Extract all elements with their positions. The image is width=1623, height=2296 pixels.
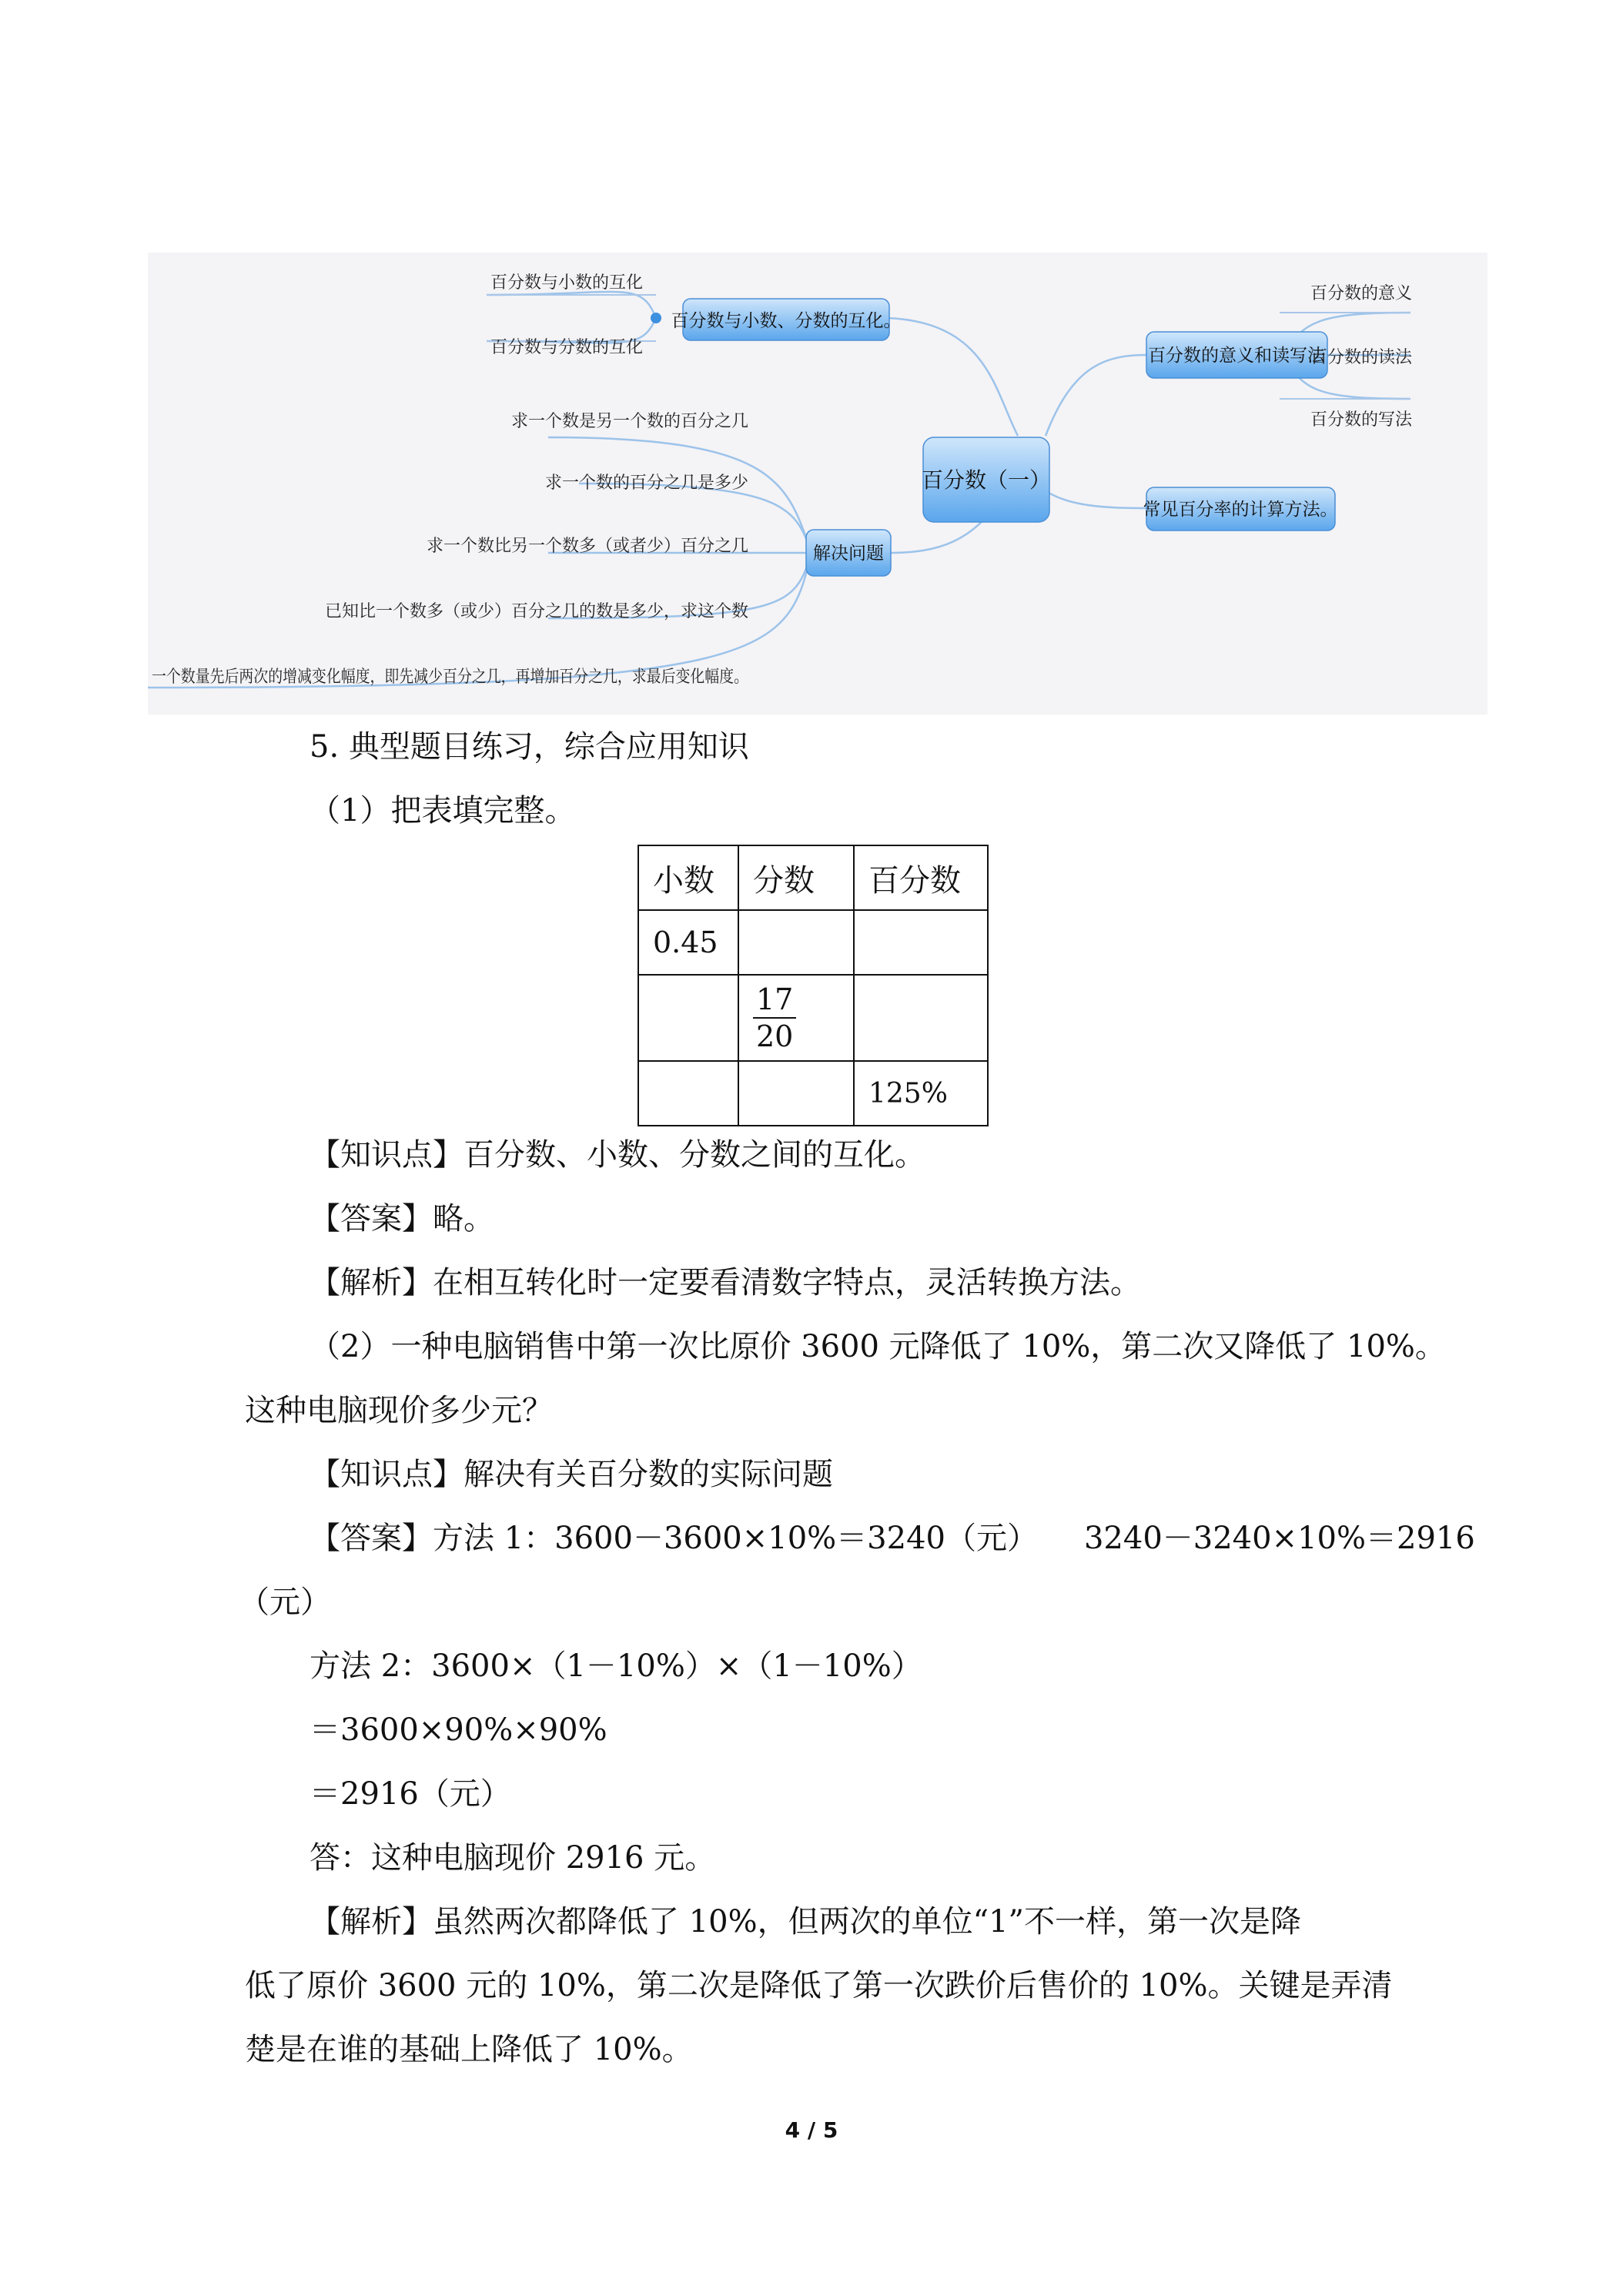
fraction-numerator: 17 xyxy=(753,982,796,1019)
fraction-denominator: 20 xyxy=(756,1019,794,1053)
table-cell xyxy=(738,910,854,975)
q1-answer: 【答案】略。 xyxy=(310,1201,494,1237)
node-root xyxy=(922,437,1051,522)
svg-text:百分数的意义和读写法: 百分数的意义和读写法 xyxy=(1148,346,1325,366)
table-cell xyxy=(638,975,738,1061)
svg-text:百分数（一）: 百分数（一） xyxy=(921,467,1052,493)
q2-prompt-line2: 这种电脑现价多少元？ xyxy=(245,1393,553,1428)
node-calc xyxy=(1143,487,1338,530)
practice-table xyxy=(637,845,989,1126)
table-header: 百分数 xyxy=(854,845,988,910)
q2-method2-line2: ＝3600×90%×90% xyxy=(310,1712,607,1748)
mind-map xyxy=(148,253,1487,715)
node-meaning xyxy=(1146,332,1327,378)
q1-analysis: 【解析】在相互转化时一定要看清数字特点，灵活转换方法。 xyxy=(310,1265,1141,1300)
q2-analysis-line3: 楚是在谁的基础上降低了 10%。 xyxy=(245,2032,693,2067)
q2-analysis-line2: 低了原价 3600 元的 10%，第二次是降低了第一次跌价后售价的 10%。关键是弄清 xyxy=(245,1968,1393,2003)
leaf-meaning: 百分数的意义 xyxy=(1310,284,1413,303)
table-cell: 125% xyxy=(854,1061,988,1126)
svg-text:百分数与小数、分数的互化。: 百分数与小数、分数的互化。 xyxy=(671,311,902,331)
leaf-solve-5: 一个数量先后两次的增减变化幅度，即先减少百分之几，再增加百分之几，求最后变化幅度。 xyxy=(152,668,748,687)
q1-prompt: （1）把表填完整。 xyxy=(310,793,576,828)
leaf-reading: 百分数的读法 xyxy=(1310,348,1413,367)
q2-method2-line1: 方法 2：3600×（1－10%）×（1－10%） xyxy=(310,1648,922,1684)
page-number: 4 / 5 xyxy=(785,2117,838,2143)
svg-text:解决问题: 解决问题 xyxy=(813,544,884,564)
node-solve xyxy=(806,530,891,576)
connector xyxy=(487,292,656,318)
q2-method2-line3: ＝2916（元） xyxy=(310,1776,511,1812)
section-title: 5. 典型题目练习，综合应用知识 xyxy=(310,729,749,765)
node-conversion xyxy=(671,299,902,340)
table-cell: 0.45 xyxy=(638,910,738,975)
leaf-conversion-decimal: 百分数与小数的互化 xyxy=(490,273,644,293)
q2-analysis-line1: 【解析】虽然两次都降低了 10%，但两次的单位“1”不一样，第一次是降 xyxy=(310,1904,1301,1940)
leaf-solve-1: 求一个数是另一个数的百分之几 xyxy=(510,412,748,431)
table-cell-fraction xyxy=(738,975,854,1061)
q2-answer-line2: （元） xyxy=(239,1585,331,1620)
svg-text:常见百分率的计算方法。: 常见百分率的计算方法。 xyxy=(1143,500,1338,520)
connector xyxy=(548,437,812,553)
leaf-solve-2: 求一个数的百分之几是多少 xyxy=(544,474,748,493)
q1-knowledge: 【知识点】百分数、小数、分数之间的互化。 xyxy=(310,1137,925,1173)
leaf-solve-3: 求一个数比另一个数多（或者少）百分之几 xyxy=(426,537,748,556)
table-cell xyxy=(854,910,988,975)
node-dot xyxy=(651,313,661,323)
leaf-solve-4: 已知比一个数多（或少）百分之几的数是多少，求这个数 xyxy=(324,602,748,621)
table-cell xyxy=(854,975,988,1061)
q2-prompt-line1: （2）一种电脑销售中第一次比原价 3600 元降低了 10%，第二次又降低了 10%。 xyxy=(310,1329,1446,1364)
leaf-conversion-fraction: 百分数与分数的互化 xyxy=(490,338,644,357)
q2-reply: 答：这种电脑现价 2916 元。 xyxy=(310,1840,716,1876)
table-cell xyxy=(738,1061,854,1126)
q2-answer-line1: 【答案】方法 1：3600－3600×10%＝3240（元） 3240－3240×10%＝2916 xyxy=(310,1521,1475,1556)
fraction xyxy=(753,982,796,1054)
table-header: 分数 xyxy=(738,845,854,910)
leaf-writing: 百分数的写法 xyxy=(1310,410,1413,430)
table-header: 小数 xyxy=(638,845,738,910)
connector xyxy=(887,318,1018,436)
table-cell xyxy=(638,1061,738,1126)
connector xyxy=(1046,355,1146,436)
q2-knowledge: 【知识点】解决有关百分数的实际问题 xyxy=(310,1457,833,1492)
